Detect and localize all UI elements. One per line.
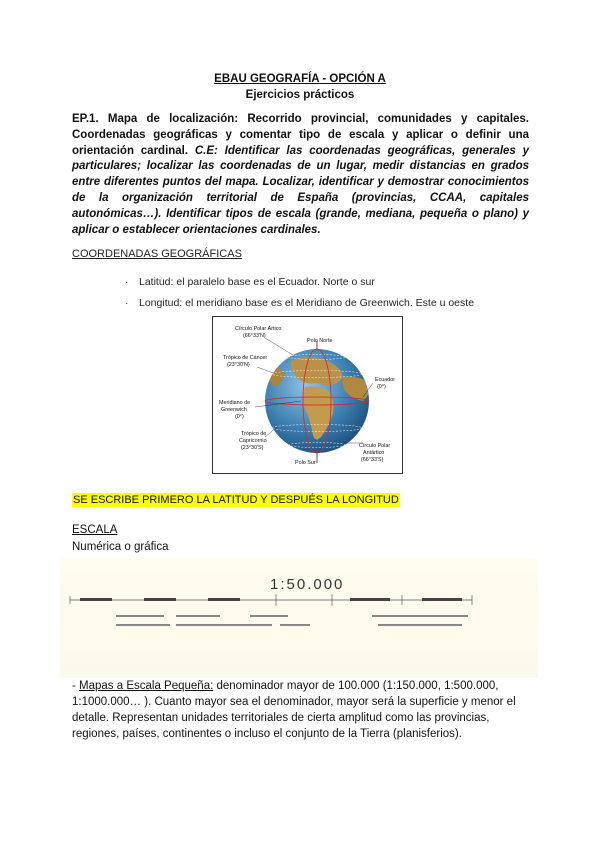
globe-diagram bbox=[213, 317, 402, 473]
small-scale-term: Mapas a Escala Pequeña: bbox=[79, 680, 214, 692]
label-arctic-circle: Círculo Polar Ártico bbox=[235, 326, 282, 332]
scale-bar-segment bbox=[144, 598, 176, 601]
ep1-criteria: C.E: Identificar las coordenadas geográficas, generales y particulares; localizar las coordenadas de un lugar, medir distancias en grados entre diferentes puntos del mapa. Localizar, identificar y demostrar conocimientos de la organización territorial de España (provincias, CCAA, capitales autonómicas…). Identificar tipos de escala (grande, mediana, pequeña o plano) y aplicar o establecer orientaciones cardinales. bbox=[72, 144, 529, 236]
document-title: EBAU GEOGRAFÍA - OPCIÓN A bbox=[214, 73, 386, 85]
scale-bar-segment bbox=[80, 598, 112, 601]
scale-subheading: Numérica o gráfica bbox=[72, 541, 169, 553]
label-north-pole: Polo Norte bbox=[307, 338, 333, 344]
label-tropic-capricorn-deg: (23°30'S) bbox=[241, 445, 264, 451]
scale-legend-smudges bbox=[116, 615, 468, 626]
ep1-paragraph bbox=[72, 112, 529, 238]
latitude-first-note: SE ESCRIBE PRIMERO LA LATITUD Y DESPUÉS LA LONGITUD bbox=[73, 494, 399, 506]
globe-figure bbox=[212, 316, 403, 474]
label-arctic-circle-deg: (66°33'N) bbox=[243, 333, 266, 339]
graphic-scale-diagram bbox=[60, 558, 538, 678]
scale-bar-segment bbox=[350, 598, 390, 601]
scale-bar-segment bbox=[208, 598, 240, 601]
small-scale-paragraph: - Mapas a Escala Pequeña: denominador mayor de 100.000 (1:150.000, 1:500.000, 1:1000.000… ). Cuanto mayor sea el denominador, mayor será la superficie y menor el detalle. Representan unidades territoriales de cierta amplitud como las provincias, regiones, países, continentes o incluso el conjunto de la Tierra (planisferios). bbox=[72, 680, 516, 740]
label-tropic-cancer: Trópico de Cáncer bbox=[223, 355, 268, 361]
label-meridian-2: Greenwich bbox=[221, 407, 247, 413]
label-meridian-deg: (0°) bbox=[235, 414, 244, 420]
small-scale-text: denominador mayor de 100.000 (1:150.000, 1:500.000, 1:1000.000… ). Cuanto mayor sea el denominador, mayor será la superficie y menor el detalle. Representan unidades territoriales de cierta amplitud como las provincias, regiones, países, continentes o incluso el conjunto de la Tierra (planisferios). bbox=[72, 680, 516, 740]
bullet-dot-icon: · bbox=[125, 297, 129, 309]
label-tropic-cancer-deg: (23°30'N) bbox=[227, 362, 250, 368]
label-meridian: Meridiano de bbox=[219, 400, 251, 406]
ep1-lead: EP.1. Mapa de localización: Recorrido provincial, comunidades y capitales. Coordenadas geográficas y comentar tipo de escala y aplicar o definir una orientación cardinal. bbox=[72, 113, 529, 157]
coordinates-heading: COORDENADAS GEOGRÁFICAS bbox=[72, 248, 242, 260]
scale-ratio: 1:50.000 bbox=[270, 576, 345, 593]
bullet-latitude: · Latitud: el paralelo base es el Ecuador. Norte o sur bbox=[125, 276, 375, 288]
label-antarctic-circle: Círculo Polar bbox=[359, 443, 391, 449]
scale-image bbox=[60, 558, 538, 678]
label-equator-deg: (0°) bbox=[377, 384, 386, 390]
scale-bar-segment bbox=[422, 598, 462, 601]
label-tropic-capricorn: Trópico de bbox=[241, 431, 267, 437]
label-antarctic-circle-deg: (66°33'S) bbox=[361, 457, 384, 463]
bullet-longitude: · Longitud: el meridiano base es el Meridiano de Greenwich. Este u oeste bbox=[125, 297, 475, 309]
label-antarctic-circle-2: Antártico bbox=[363, 450, 385, 456]
scale-heading: ESCALA bbox=[72, 524, 118, 536]
bullet-dot-icon: · bbox=[125, 276, 129, 288]
label-equator: Ecuador bbox=[375, 377, 396, 383]
document-subtitle: Ejercicios prácticos bbox=[245, 89, 355, 101]
label-south-pole: Polo Sur bbox=[295, 460, 316, 466]
label-tropic-capricorn-2: Capricornio bbox=[239, 438, 267, 444]
